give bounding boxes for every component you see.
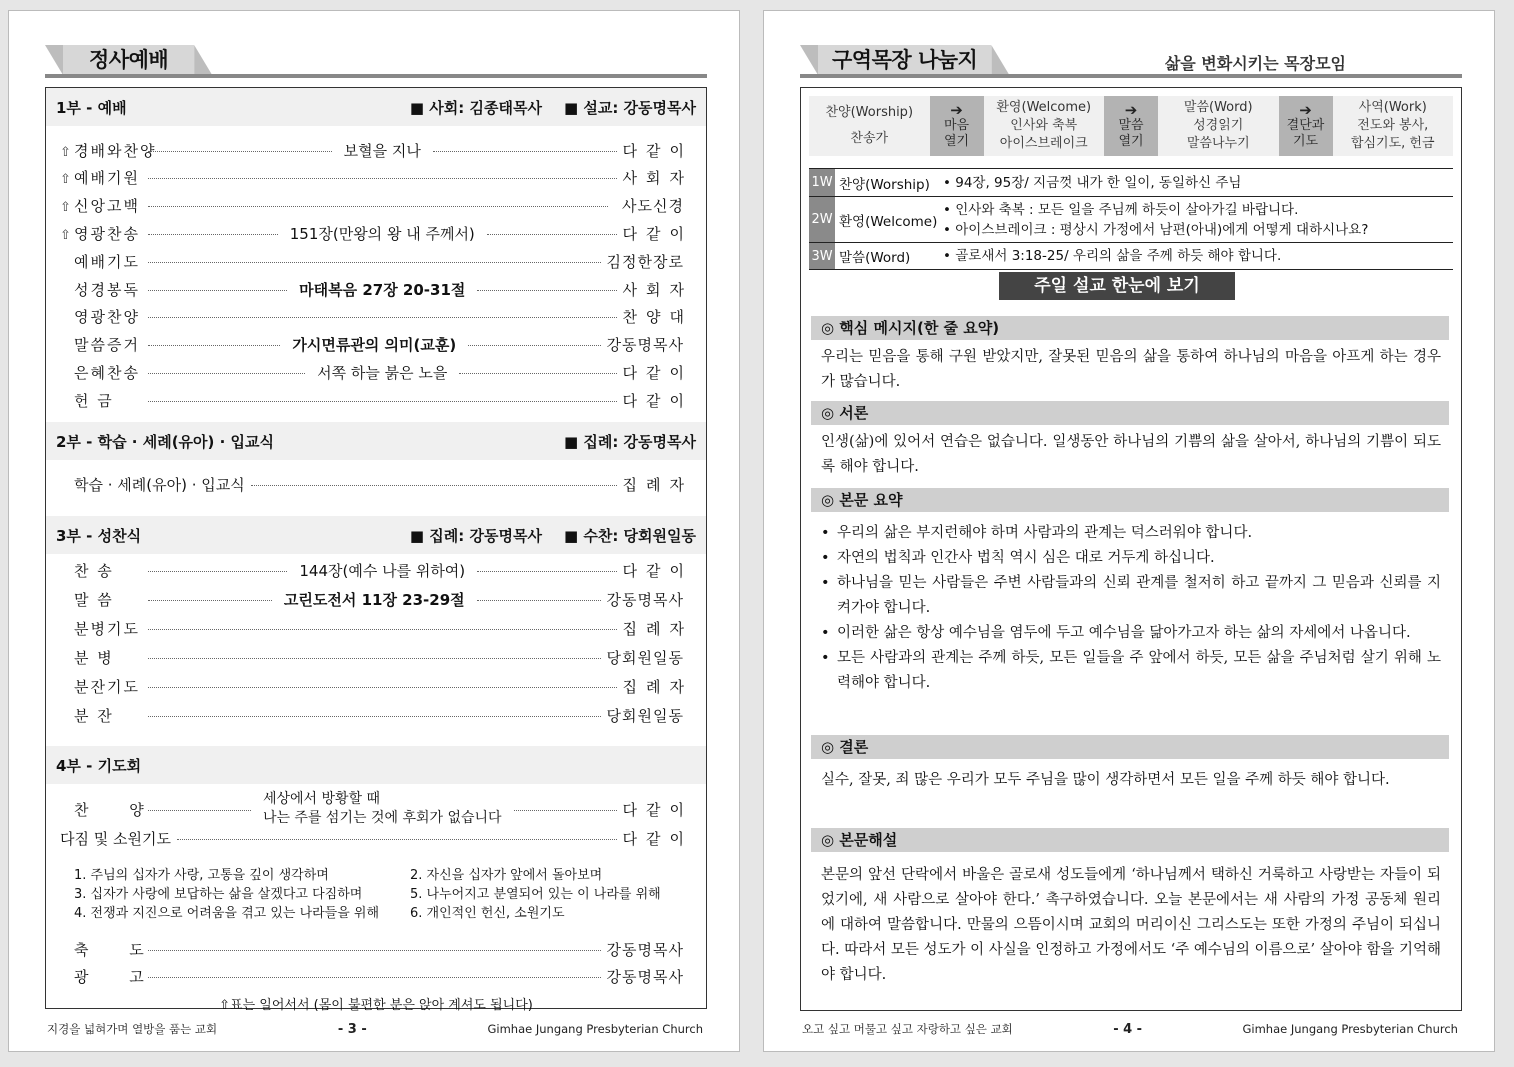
program-label: 예배기도: [74, 252, 140, 271]
program-value: 다같이: [622, 224, 694, 243]
program-label: 다짐 및 소원기도: [60, 829, 171, 848]
program-value: 김정한장로: [606, 252, 684, 271]
program-detail: 서쪽 하늘 붉은 노을: [317, 363, 448, 382]
program-label: ⇧신앙고백: [60, 197, 140, 216]
program-value: 당회원일동: [606, 706, 684, 725]
week-row-2: [809, 196, 1453, 242]
program-label: 말씀증거: [74, 336, 140, 355]
program-value: 집례자: [622, 677, 693, 696]
section-2-title: 2부 - 학습 · 세례(유아) · 입교식: [56, 432, 275, 451]
week-content: • 골로새서 3:18-25/ 우리의 삶을 주께 하듯 해야 합니다.: [943, 248, 1282, 264]
program-label: ⇧예배기원: [60, 169, 140, 188]
program-row: [60, 137, 694, 163]
prayer-item: 4. 전쟁과 지진으로 어려움을 겪고 있는 나라들을 위해: [74, 906, 380, 921]
footer-motto: 지경을 넓혀가며 열방을 품는 교회: [47, 1022, 218, 1036]
page-number: - 4 -: [1113, 1021, 1143, 1037]
week-row-3: [809, 242, 1453, 270]
week-number: 3W: [809, 243, 835, 269]
list-item: • 모든 사람과의 관계는 주께 하듯, 모든 일들을 주 앞에서 하듯, 모든 삶을 주님처럼 살기 위해 노력해야 합니다.: [821, 646, 1441, 696]
program-row: [60, 936, 684, 962]
program-value: 다같이: [622, 363, 693, 382]
week-number: 2W: [809, 197, 835, 242]
flow-step-worship: 찬양(Worship) 찬송가: [825, 105, 914, 146]
intro-text: 인생(삶)에 있어서 연습은 없습니다. 일생동안 하나님의 기쁨의 삶을 살아서, 하나님의 기쁨이 되도록 해야 합니다.: [821, 434, 1441, 475]
page-number: - 3 -: [337, 1021, 367, 1037]
program-detail: 세상에서 방황할 때 나는 주를 섬기는 것에 후회가 없습니다: [262, 791, 502, 826]
program-row: [60, 248, 684, 274]
stand-up-arrow-icon: ⇧: [60, 144, 73, 160]
list-item: • 우리의 삶은 부지런해야 하며 사람과의 관계는 덕스러워야 합니다.: [821, 521, 1441, 546]
exposition-text: 본문의 앞선 단락에서 바울은 골로새 성도들에게 ‘하나님께서 택하신 거룩하고 사랑받는 자들이 되었기에, 새 사람으로 살아야 한다.’ 촉구하였습니다. 오늘 본문에서는 새 사람의 가정 공동체 원리에 대하여 말씀합니다. 만물의 으뜸이시며 교회의 머리이신 그리스도는 또한 가정의 주님이 되십니다. 따라서 모든 성도가 이 사실을 인정하고 가정에서도 ‘주 예수님의 이름으로’ 살아야 함을 기억해야 합니다.: [821, 867, 1442, 983]
program-value: 사회자: [622, 169, 693, 188]
flow-arrow-open-word: ➔ 말씀 열기: [1104, 96, 1158, 156]
week-content: • 인사와 축복 : 모든 일을 주님께 하듯이 살아가길 바랍니다.: [943, 201, 1299, 218]
exposition-header: ◎ 본문해설: [811, 828, 1449, 852]
page-3-title-bar: [45, 45, 707, 79]
program-label: 분병기도: [74, 619, 140, 638]
prayer-topics: [74, 866, 694, 923]
footer-church-name: Gimhae Jungang Presbyterian Church: [487, 1022, 703, 1036]
program-detail: 가시면류관의 의미(교훈): [292, 336, 457, 355]
program-label: 학습 · 세례(유아) · 입교식: [74, 475, 245, 494]
conclusion-text: 실수, 잘못, 죄 많은 우리가 모두 주님을 많이 생각하면서 모든 일을 주께 하듯 해야 합니다.: [821, 772, 1390, 788]
program-row: [60, 963, 684, 989]
program-row: [60, 644, 684, 670]
program-row: [60, 276, 693, 302]
program-value: 강동명목사: [606, 590, 684, 609]
flow-step-word: 말씀(Word) 성경읽기 말씀나누기: [1183, 100, 1253, 151]
arrow-right-icon: ➔: [950, 101, 963, 119]
core-message-header: ◎ 핵심 메시지(한 줄 요약): [811, 316, 1449, 340]
arrow-right-icon: ➔: [1299, 101, 1312, 119]
program-row: [60, 825, 693, 851]
program-label: 은혜찬송: [74, 363, 140, 382]
program-detail: 고린도전서 11장 23-29절: [283, 590, 465, 609]
page-footer: [47, 1021, 703, 1037]
program-row: [60, 673, 693, 699]
program-detail: 144장(예수 나를 위하여): [299, 561, 466, 580]
officiant-label: ■ 집례: 강동명목사: [409, 526, 542, 545]
program-row: [60, 471, 693, 497]
prayer-item: 3. 십자가 사랑에 보답하는 삶을 살겠다고 다짐하며: [74, 887, 363, 902]
program-detail: 보혈을 지나: [343, 141, 421, 160]
program-row: [60, 791, 693, 827]
section-1-title: 1부 - 예배: [56, 98, 127, 117]
body-summary-header: ◎ 본문 요약: [811, 488, 1449, 512]
week-content: • 94장, 95장/ 지금껏 내가 한 일이, 동일하신 주님: [943, 174, 1242, 191]
prayer-item: 1. 주님의 십자가 사랑, 고통을 깊이 생각하며: [74, 868, 329, 883]
program-row: [60, 165, 693, 191]
program-value: 찬양대: [622, 308, 693, 327]
week-title: 말씀(Word): [839, 250, 911, 266]
program-label: 광 고: [74, 967, 162, 986]
list-item: • 자연의 법칙과 인간사 법칙 역시 심은 대로 거두게 하십니다.: [821, 546, 1441, 571]
program-row: [60, 220, 694, 246]
page-footer: [802, 1021, 1458, 1037]
standing-note: ⇧표는 일어서서 (몸이 불편한 분은 앉아 계셔도 됩니다): [219, 998, 533, 1013]
host-label: ■ 사회: 김종태목사: [409, 98, 542, 117]
flow-step-work: 사역(Work) 전도와 봉사, 합심기도, 헌금: [1350, 100, 1435, 151]
page-4-title-bar: [800, 45, 1462, 79]
section-3-header: [46, 516, 706, 554]
prayer-item: 2. 자신을 십자가 앞에서 돌아보며: [410, 868, 603, 883]
program-value: 강동명목사: [606, 967, 684, 986]
conclusion-header: ◎ 결론: [811, 735, 1449, 759]
program-label: 분 병: [74, 648, 114, 667]
section-2-header: [46, 422, 706, 460]
program-label: 분잔기도: [74, 677, 140, 696]
list-item: • 하나님을 믿는 사람들은 주변 사람들과의 신뢰 관계를 철저히 하고 끝까지 그 믿음과 신뢰를 지켜가야 합니다.: [821, 571, 1441, 621]
program-row: [60, 304, 693, 330]
program-value: 강동명목사: [606, 940, 684, 959]
program-row: [60, 193, 684, 219]
stand-up-arrow-icon: ⇧: [60, 200, 73, 216]
week-number: 1W: [809, 169, 835, 196]
program-row: [60, 615, 693, 641]
program-label: ⇧경배와찬양: [60, 141, 157, 160]
list-item: • 이러한 삶은 항상 예수님을 염두에 두고 예수님을 닮아가고자 하는 삶의 자세에서 나옵니다.: [821, 621, 1441, 646]
program-value: 다같이: [622, 561, 693, 580]
week-title: 찬양(Worship): [839, 176, 930, 193]
program-value: 사도신경: [622, 197, 684, 216]
section-4-title: 4부 - 기도회: [56, 756, 142, 775]
cell-group-frame: [800, 87, 1462, 1011]
program-row: [60, 332, 684, 358]
program-label: 분 잔: [74, 706, 114, 725]
week-row-1: [809, 168, 1453, 196]
week-title: 환영(Welcome): [839, 213, 938, 230]
page-title: 정사예배: [63, 45, 194, 75]
core-message-text: 우리는 믿음을 통해 구원 받았지만, 잘못된 믿음의 삶을 통하여 하나님의 마음을 아프게 하는 경우가 많습니다.: [821, 349, 1441, 390]
preacher-label: ■ 설교: 강동명목사: [563, 98, 696, 117]
program-label: 헌 금: [74, 391, 114, 410]
program-label: 축 도: [74, 940, 162, 959]
footer-church-name: Gimhae Jungang Presbyterian Church: [1242, 1022, 1458, 1036]
program-value: 다같이: [622, 829, 693, 848]
server-label: ■ 수찬: 당회원일동: [563, 526, 696, 545]
program-label: ⇧영광찬송: [60, 224, 140, 243]
program-value: 사회자: [622, 280, 693, 299]
program-label: 찬 양: [74, 800, 162, 819]
program-value: 집례자: [622, 475, 693, 494]
program-detail: 마태복음 27장 20-31절: [299, 280, 466, 299]
footer-motto: 오고 싶고 머물고 싶고 자랑하고 싶은 교회: [802, 1022, 1013, 1036]
officiant-label: ■ 집례: 강동명목사: [563, 432, 696, 451]
flow-arrow-open-heart: ➔ 마음 열기: [930, 96, 984, 156]
flow-arrow-decision-prayer: ➔ 결단과 기도: [1279, 96, 1333, 156]
program-label: 영광찬양: [74, 308, 140, 327]
stand-up-arrow-icon: ⇧: [60, 172, 73, 188]
stand-up-arrow-icon: ⇧: [60, 227, 73, 243]
intro-header: ◎ 서론: [811, 401, 1449, 425]
program-row: [60, 702, 684, 728]
program-value: 강동명목사: [606, 336, 685, 355]
sermon-summary-title: 주일 설교 한눈에 보기: [999, 272, 1235, 300]
section-4-header: [46, 746, 706, 784]
program-row: [60, 359, 693, 385]
program-detail: 151장(만왕의 왕 내 주께서): [289, 224, 475, 243]
program-row: [60, 387, 693, 413]
program-value: 다같이: [622, 391, 693, 410]
prayer-item: 5. 나누어지고 분열되어 있는 이 나라를 위해: [410, 887, 661, 902]
program-label: 말 씀: [74, 590, 114, 609]
program-value: 다같이: [622, 800, 693, 819]
program-row: [60, 557, 693, 583]
worship-order-frame: [45, 87, 707, 1013]
prayer-item: 6. 개인적인 헌신, 소원기도: [410, 906, 565, 921]
page-3: [8, 10, 740, 1052]
page-subtitle: 삶을 변화시키는 목장모임: [1164, 54, 1346, 73]
section-1-header: [46, 88, 706, 126]
program-label: 찬 송: [74, 561, 114, 580]
page-title: 구역목장 나눔지: [818, 45, 991, 75]
program-value: 다같이: [622, 141, 694, 160]
arrow-right-icon: ➔: [1124, 101, 1138, 119]
section-3-title: 3부 - 성찬식: [56, 526, 142, 545]
week-content: • 아이스브레이크 : 평상시 가정에서 남편(아내)에게 어떻게 대하시나요?: [943, 221, 1369, 238]
page-4: [763, 10, 1495, 1052]
body-summary-list: [821, 521, 1441, 696]
program-value: 당회원일동: [606, 648, 684, 667]
program-row: [60, 586, 684, 612]
flow-step-welcome: 환영(Welcome) 인사와 축복 아이스브레이크: [996, 100, 1092, 151]
meeting-flow: [809, 96, 1453, 156]
program-value: 집례자: [622, 619, 693, 638]
program-label: 성경봉독: [74, 280, 140, 299]
